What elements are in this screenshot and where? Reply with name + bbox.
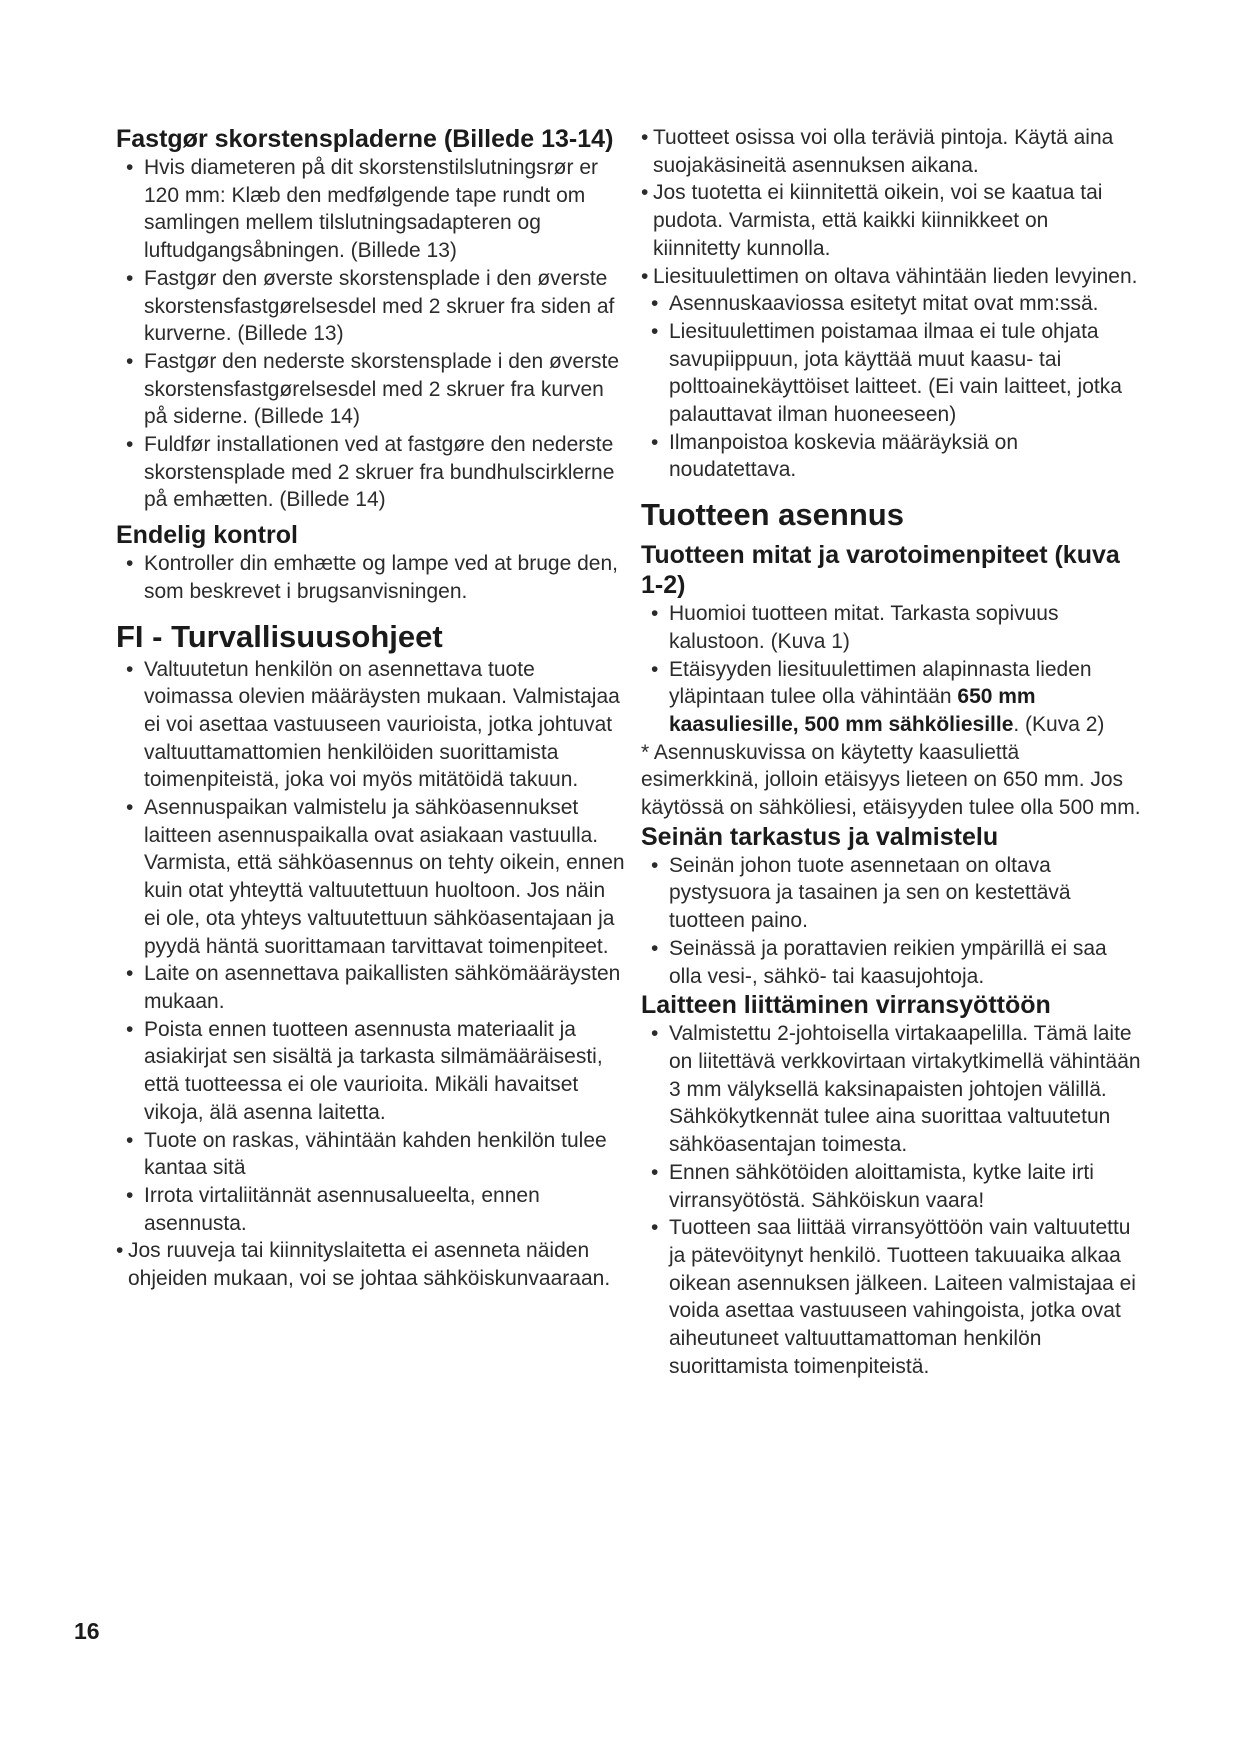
list-item: • Seinän johon tuote asennetaan on oltava pystysuora ja tasainen ja sen on kestettävä tuotteen paino. <box>641 852 1141 935</box>
list-turvallisuusohjeet <box>116 656 626 1238</box>
note-paragraph: * Asennuskuvissa on käytetty kaasuliettä esimerkkinä, jolloin etäisyys lieteen on 650 mm. Jos käytössä on sähköliesi, etäisyyden tulee olla 500 mm. <box>641 740 1141 820</box>
distance-text: Etäisyyden liesituulettimen alapinnasta lieden yläpintaan tulee olla vähintään <box>669 657 1092 709</box>
heading-laitteen-liittaminen: Laitteen liittäminen virransyöttöön <box>641 991 1051 1020</box>
heading-endelig-kontrol: Endelig kontrol <box>116 521 298 550</box>
list-endelig-kontrol <box>116 550 626 605</box>
list-item: • Fastgør den nederste skorstensplade i den øverste skorstensfastgørelsesdel med 2 skruer fra kurven på siderne. (Billede 14) <box>116 348 626 431</box>
heading-tuotteen-asennus: Tuotteen asennus <box>641 497 904 533</box>
heading-fastgor-skorstenspladerne: Fastgør skorstenspladerne (Billede 13-14) <box>116 125 614 153</box>
heading-seinan-tarkastus: Seinän tarkastus ja valmistelu <box>641 822 999 851</box>
list-safety-intro-a <box>641 124 1141 290</box>
list-tuotteen-mitat <box>641 600 1141 739</box>
list-item: • Asennuskaaviossa esitetyt mitat ovat mm:ssä. <box>641 290 1141 318</box>
list-item: • Liesituulettimen poistamaa ilmaa ei tule ohjata savupiippuun, jota käyttää muut kaasu- tai polttoainekäyttöiset laitteet. (Ei vain laitteet, jotka palauttavat ilman huoneeseen) <box>641 318 1141 429</box>
list-item: • Huomioi tuotteen mitat. Tarkasta sopivuus kalustoon. (Kuva 1) <box>641 600 1141 655</box>
list-item: • Valmistettu 2-johtoisella virtakaapelilla. Tämä laite on liitettävä verkkovirtaan virtakytkimellä vähintään 3 mm välyksellä kaksinapaisten johtojen välillä. Sähkökytkennät tulee aina suorittaa valtuutetun sähköasentajan toimesta. <box>641 1020 1141 1159</box>
list-item: • Laite on asennettava paikallisten sähkömääräysten mukaan. <box>116 960 626 1015</box>
list-seinan-tarkastus <box>641 852 1141 991</box>
list-item: • Valtuutetun henkilön on asennettava tuote voimassa olevien määräysten mukaan. Valmistajaa ei voi asettaa vastuuseen vaurioista, jotka johtuvat valtuuttamattomien henkilöiden suorittamista toimenpiteistä, joka voi myös mitätöidä takuun. <box>116 656 626 795</box>
list-turvallisuusohjeet-extra <box>116 1237 626 1292</box>
list-item: • Fuldfør installationen ved at fastgøre den nederste skorstensplade med 2 skruer fra bundhulscirklerne på emhætten. (Billede 14) <box>116 431 626 514</box>
list-item: • Ilmanpoistoa koskevia määräyksiä on noudatettava. <box>641 429 1141 484</box>
list-item: • Asennuspaikan valmistelu ja sähköasennukset laitteen asennuspaikalla ovat asiakaan vastuulla. Varmista, että sähköasennus on tehty oikein, ennen kuin otat yhteyttä valtuutettuun huoltoon. Jos näin ei ole, ota yhteys valtuutettuun sähköasentajaan ja pyydä häntä suorittamaan tarvittavat toimenpiteet. <box>116 794 626 960</box>
list-item: • Kontroller din emhætte og lampe ved at bruge den, som beskrevet i brugsanvisningen. <box>116 550 626 605</box>
list-item-distance <box>641 656 1141 739</box>
distance-text-end: . (Kuva 2) <box>1013 712 1105 736</box>
list-item: • Poista ennen tuotteen asennusta materiaalit ja asiakirjat sen sisältä ja tarkasta silmämääräisesti, että tuotteessa ei ole vaurioita. Mikäli havaitset vikoja, älä asenna laitetta. <box>116 1016 626 1127</box>
list-item: • Jos ruuveja tai kiinnityslaitetta ei asenneta näiden ohjeiden mukaan, voi se johtaa sähköiskunvaaraan. <box>116 1237 626 1292</box>
list-item: • Jos tuotetta ei kiinnitettä oikein, voi se kaatua tai pudota. Varmista, että kaikki kiinnikkeet on kiinnitetty kunnolla. <box>641 179 1141 262</box>
list-item: • Fastgør den øverste skorstensplade i den øverste skorstensfastgørelsesdel med 2 skruer fra siden af kurverne. (Billede 13) <box>116 265 626 348</box>
list-item: • Tuotteen saa liittää virransyöttöön vain valtuutettu ja pätevöitynyt henkilö. Tuotteen takuuaika alkaa oikean asennuksen jälkeen. Laiteen valmistajaa ei voida asettaa vastuuseen vahingoista, jotka ovat aiheutuneet valtuuttamattoman henkilön suorittamista toimenpiteistä. <box>641 1214 1141 1380</box>
list-item: • Ennen sähkötöiden aloittamista, kytke laite irti virransyötöstä. Sähköiskun vaara! <box>641 1159 1141 1214</box>
list-item: • Tuotteet osissa voi olla teräviä pintoja. Käytä aina suojakäsineitä asennuksen aikana. <box>641 124 1141 179</box>
list-laitteen-liittaminen <box>641 1020 1141 1380</box>
list-safety-intro-b <box>641 290 1141 484</box>
list-item: • Irrota virtaliitännät asennusalueelta, ennen asennusta. <box>116 1182 626 1237</box>
heading-tuotteen-mitat: Tuotteen mitat ja varotoimenpiteet (kuva 1-2) <box>641 541 1120 600</box>
left-column <box>116 124 626 1293</box>
page-number: 16 <box>74 1618 100 1644</box>
list-fastgor <box>116 154 626 514</box>
distance-emphasis: 650 mm kaasuliesille, 500 mm sähköliesille <box>669 685 1036 736</box>
heading-fi-turvallisuusohjeet: FI - Turvallisuusohjeet <box>116 618 443 654</box>
list-item: • Liesituulettimen on oltava vähintään lieden levyinen. <box>641 263 1141 291</box>
list-item: • Seinässä ja porattavien reikien ympärillä ei saa olla vesi-, sähkö- tai kaasujohtoja. <box>641 935 1141 990</box>
list-item: • Tuote on raskas, vähintään kahden henkilön tulee kantaa sitä <box>116 1127 626 1182</box>
list-item: • Hvis diameteren på dit skorstenstilslutningsrør er 120 mm: Klæb den medfølgende tape rundt om samlingen mellem tilslutningsadapteren og luftudgangsåbningen. (Billede 13) <box>116 154 626 265</box>
right-column <box>641 124 1141 1380</box>
